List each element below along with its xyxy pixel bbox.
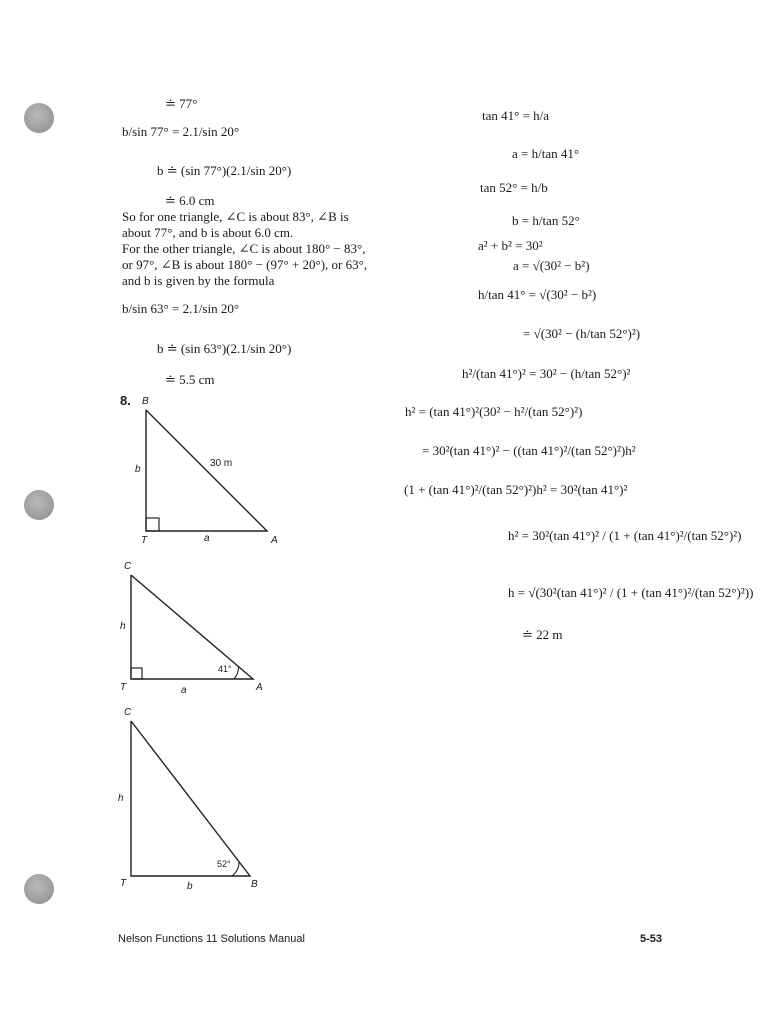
equation-line: h²/(tan 41°)² = 30² − (h/tan 52°)²: [462, 366, 631, 381]
paragraph-line: or 97°, ∠B is about 180° − (97° + 20°), or 63°,: [122, 257, 368, 272]
side-label: b: [187, 881, 193, 892]
vertex-label: B: [251, 879, 258, 890]
page-number: 5-53: [640, 933, 663, 945]
side-label: h: [118, 793, 124, 804]
equation-line: (1 + (tan 41°)²/(tan 52°)²)h² = 30²(tan 41°)²: [404, 482, 628, 497]
equation-line: a² + b² = 30²: [478, 238, 543, 253]
side-label: b: [135, 464, 141, 475]
equation-line: a = √(30² − b²): [513, 258, 590, 273]
equation-line: tan 41° = h/a: [482, 108, 550, 123]
equation-line: ≐ 5.5 cm: [165, 372, 215, 387]
equation-line: b = h/tan 52°: [512, 213, 580, 228]
vertex-label: C: [124, 561, 132, 572]
side-label: h: [120, 621, 126, 632]
equation-line: = 30²(tan 41°)² − ((tan 41°)²/(tan 52°)²)h²: [422, 443, 636, 458]
vertex-label: C: [124, 707, 132, 718]
angle-label: 41°: [218, 664, 232, 674]
equation-line: h = √(30²(tan 41°)² / (1 + (tan 41°)²/(tan 52°)²)): [508, 585, 754, 600]
hypotenuse-label: 30 m: [210, 458, 233, 469]
equation-line: b ≐ (sin 77°)(2.1/sin 20°): [157, 163, 292, 178]
equation-line: h² = 30²(tan 41°)² / (1 + (tan 41°)²/(tan 52°)²): [508, 528, 742, 543]
paragraph-line: about 77°, and b is about 6.0 cm.: [122, 225, 294, 240]
vertex-label: A: [256, 682, 263, 693]
problem-number: 8.: [120, 393, 131, 408]
equation-line: b ≐ (sin 63°)(2.1/sin 20°): [157, 341, 292, 356]
equation-line: b/sin 63° = 2.1/sin 20°: [122, 301, 240, 316]
vertex-label: T: [120, 878, 127, 889]
equation-line: h/tan 41° = √(30² − b²): [478, 287, 597, 302]
vertex-label: T: [120, 682, 127, 693]
equation-line: b/sin 77° = 2.1/sin 20°: [122, 124, 240, 139]
equation-line: h² = (tan 41°)²(30² − h²/(tan 52°)²): [405, 404, 583, 419]
vertex-label: B: [142, 396, 149, 407]
equation-line: ≐ 77°: [165, 96, 198, 111]
side-label: a: [181, 685, 187, 696]
vertex-label: A: [271, 535, 278, 546]
footer-title: Nelson Functions 11 Solutions Manual: [118, 933, 305, 945]
equation-line: tan 52° = h/b: [480, 180, 548, 195]
side-label: a: [204, 533, 210, 544]
equation-line: a = h/tan 41°: [512, 146, 580, 161]
vertex-label: T: [141, 535, 148, 546]
equation-line: ≐ 22 m: [522, 627, 563, 642]
paragraph-line: So for one triangle, ∠C is about 83°, ∠B is: [122, 209, 349, 224]
paragraph-line: and b is given by the formula: [122, 273, 275, 288]
equation-line: = √(30² − (h/tan 52°)²): [523, 326, 641, 341]
equation-line: ≐ 6.0 cm: [165, 193, 215, 208]
paragraph-line: For the other triangle, ∠C is about 180° − 83°,: [122, 241, 366, 256]
angle-label: 52°: [217, 859, 231, 869]
